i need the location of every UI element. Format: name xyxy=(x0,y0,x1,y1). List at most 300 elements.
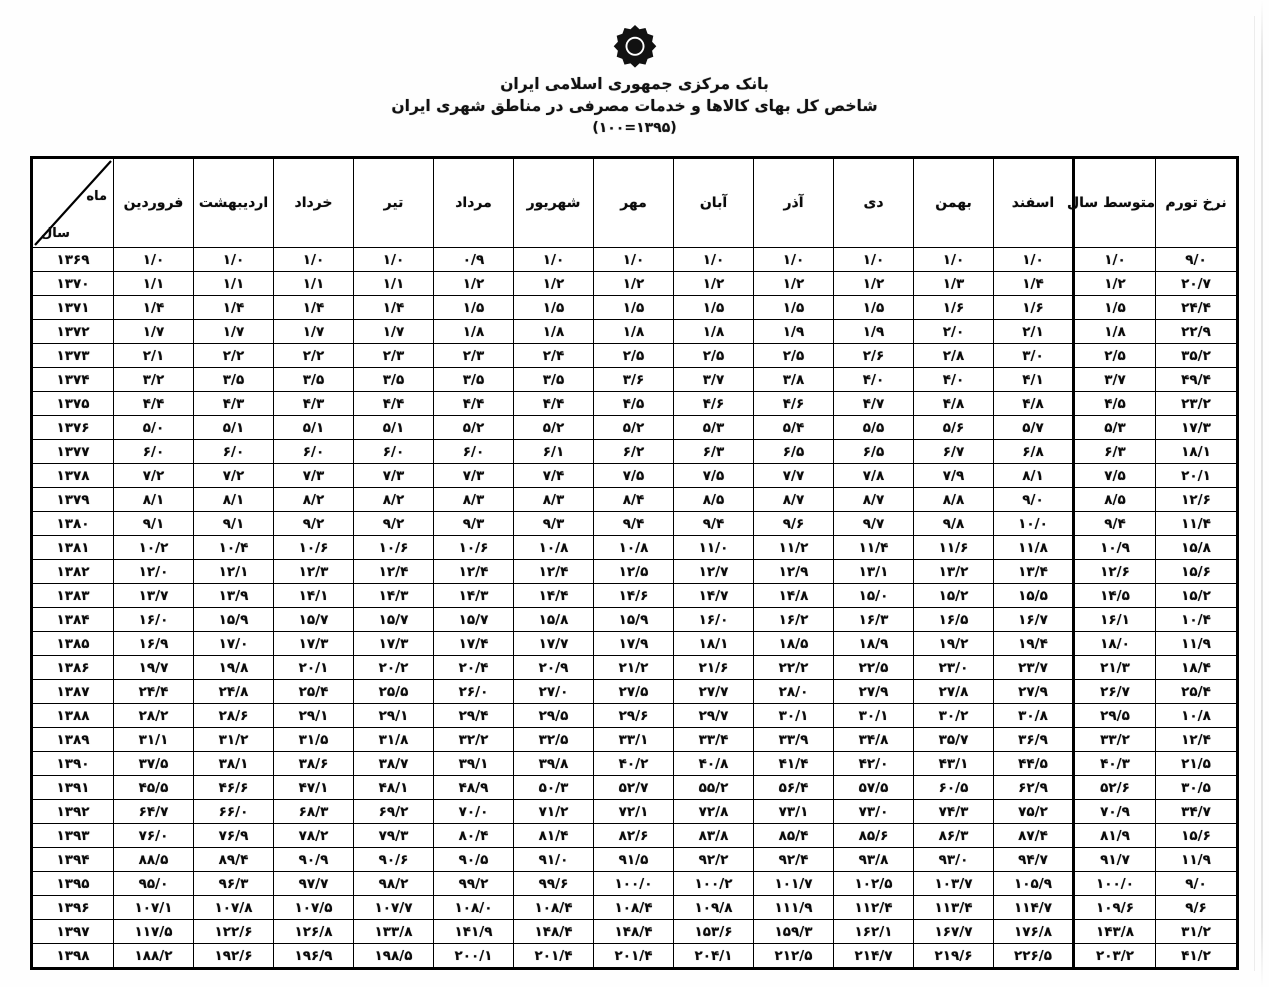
table-row xyxy=(32,440,1238,464)
index-cell: ۳۱/۵ xyxy=(274,728,354,752)
index-cell: ۴/۷ xyxy=(834,392,914,416)
index-cell: ۲۷/۰ xyxy=(514,680,594,704)
index-cell: ۱۰۹/۸ xyxy=(674,896,754,920)
index-cell: ۴۷/۱ xyxy=(274,776,354,800)
index-cell: ۱۰۷/۵ xyxy=(274,896,354,920)
index-cell: ۱/۵ xyxy=(434,296,514,320)
column-header-12: اردیبهشت xyxy=(194,158,274,248)
index-cell: ۱۴/۱ xyxy=(274,584,354,608)
yearly-average-cell: ۸۱/۹ xyxy=(1074,824,1156,848)
yearly-average-cell: ۵/۳ xyxy=(1074,416,1156,440)
index-cell: ۱۰۱/۷ xyxy=(754,872,834,896)
table-row xyxy=(32,848,1238,872)
year-cell: ۱۳۸۷ xyxy=(32,680,114,704)
index-cell: ۹۳/۸ xyxy=(834,848,914,872)
index-cell: ۴/۳ xyxy=(274,392,354,416)
index-cell: ۷۲/۸ xyxy=(674,800,754,824)
index-cell: ۸۲/۶ xyxy=(594,824,674,848)
base-year-note: (۱۳۹۵=۱۰۰) xyxy=(592,119,677,136)
index-cell: ۲۴/۸ xyxy=(194,680,274,704)
index-cell: ۳۸/۷ xyxy=(354,752,434,776)
yearly-average-cell: ۱۲/۶ xyxy=(1074,560,1156,584)
index-cell: ۳۴/۸ xyxy=(834,728,914,752)
index-cell: ۳۱/۸ xyxy=(354,728,434,752)
index-cell: ۴/۶ xyxy=(754,392,834,416)
index-cell: ۱۰۰/۲ xyxy=(674,872,754,896)
index-cell: ۲۱/۲ xyxy=(594,656,674,680)
index-cell: ۴/۴ xyxy=(434,392,514,416)
index-cell: ۱۸۸/۲ xyxy=(114,944,194,969)
table-row xyxy=(32,704,1238,728)
year-cell: ۱۳۶۹ xyxy=(32,248,114,272)
yearly-average-cell: ۴/۵ xyxy=(1074,392,1156,416)
index-cell: ۸۱/۴ xyxy=(514,824,594,848)
year-cell: ۱۳۷۷ xyxy=(32,440,114,464)
index-cell: ۸۵/۴ xyxy=(754,824,834,848)
index-cell: ۱/۸ xyxy=(434,320,514,344)
index-cell: ۹۹/۲ xyxy=(434,872,514,896)
index-cell: ۱/۴ xyxy=(194,296,274,320)
index-cell: ۲۹/۱ xyxy=(354,704,434,728)
index-cell: ۴۰/۸ xyxy=(674,752,754,776)
index-cell: ۲۵/۵ xyxy=(354,680,434,704)
index-cell: ۲۰۰/۱ xyxy=(434,944,514,969)
index-cell: ۳۷/۵ xyxy=(114,752,194,776)
index-cell: ۱۲/۴ xyxy=(434,560,514,584)
yearly-average-cell: ۳۳/۲ xyxy=(1074,728,1156,752)
index-cell: ۴/۴ xyxy=(514,392,594,416)
year-cell: ۱۳۷۳ xyxy=(32,344,114,368)
index-cell: ۱۲/۰ xyxy=(114,560,194,584)
index-cell: ۸/۲ xyxy=(274,488,354,512)
index-cell: ۱۵/۲ xyxy=(914,584,994,608)
index-cell: ۵/۲ xyxy=(594,416,674,440)
index-cell: ۷/۵ xyxy=(594,464,674,488)
year-cell: ۱۳۸۴ xyxy=(32,608,114,632)
year-cell: ۱۳۸۵ xyxy=(32,632,114,656)
year-cell: ۱۳۷۰ xyxy=(32,272,114,296)
index-cell: ۷/۳ xyxy=(274,464,354,488)
yearly-average-cell: ۱۴/۵ xyxy=(1074,584,1156,608)
yearly-average-cell: ۵۲/۶ xyxy=(1074,776,1156,800)
index-cell: ۶/۰ xyxy=(434,440,514,464)
column-header-7: مهر xyxy=(594,158,674,248)
index-cell: ۹۳/۰ xyxy=(914,848,994,872)
index-cell: ۸/۱ xyxy=(114,488,194,512)
table-row xyxy=(32,608,1238,632)
index-cell: ۷۱/۲ xyxy=(514,800,594,824)
inflation-rate-cell: ۱۱/۴ xyxy=(1156,512,1238,536)
index-cell: ۹۰/۹ xyxy=(274,848,354,872)
index-cell: ۳۰/۸ xyxy=(994,704,1074,728)
year-cell: ۱۳۸۰ xyxy=(32,512,114,536)
index-cell: ۸۵/۶ xyxy=(834,824,914,848)
index-cell: ۷/۵ xyxy=(674,464,754,488)
index-cell: ۸/۳ xyxy=(514,488,594,512)
index-cell: ۹۷/۷ xyxy=(274,872,354,896)
index-cell: ۱۷/۳ xyxy=(274,632,354,656)
yearly-average-cell: ۱۴۳/۸ xyxy=(1074,920,1156,944)
index-cell: ۱/۰ xyxy=(754,248,834,272)
inflation-rate-cell: ۱۱/۹ xyxy=(1156,632,1238,656)
cpi-table-container xyxy=(30,156,1239,970)
index-cell: ۱۶/۰ xyxy=(674,608,754,632)
index-cell: ۷۹/۳ xyxy=(354,824,434,848)
index-cell: ۱۷/۰ xyxy=(194,632,274,656)
index-cell: ۳۸/۶ xyxy=(274,752,354,776)
year-cell: ۱۳۷۶ xyxy=(32,416,114,440)
index-cell: ۳۰/۱ xyxy=(754,704,834,728)
inflation-rate-cell: ۱۵/۸ xyxy=(1156,536,1238,560)
index-cell: ۳/۶ xyxy=(594,368,674,392)
index-cell: ۹۰/۵ xyxy=(434,848,514,872)
index-cell: ۱۶/۷ xyxy=(994,608,1074,632)
index-cell: ۷۶/۹ xyxy=(194,824,274,848)
index-cell: ۴۰/۲ xyxy=(594,752,674,776)
index-cell: ۲۲/۵ xyxy=(834,656,914,680)
index-cell: ۴۳/۱ xyxy=(914,752,994,776)
table-header-row xyxy=(32,158,1238,248)
year-cell: ۱۳۹۸ xyxy=(32,944,114,969)
index-cell: ۳۸/۱ xyxy=(194,752,274,776)
index-cell: ۷/۲ xyxy=(194,464,274,488)
index-cell: ۴/۰ xyxy=(914,368,994,392)
index-cell: ۱/۰ xyxy=(194,248,274,272)
table-row xyxy=(32,872,1238,896)
index-cell: ۲/۳ xyxy=(354,344,434,368)
scan-page-edge-inner xyxy=(1254,16,1255,971)
index-cell: ۱۰۸/۴ xyxy=(514,896,594,920)
index-cell: ۶۴/۷ xyxy=(114,800,194,824)
index-cell: ۲۸/۰ xyxy=(754,680,834,704)
index-cell: ۱۰۵/۹ xyxy=(994,872,1074,896)
yearly-average-cell: ۱۰/۹ xyxy=(1074,536,1156,560)
yearly-average-cell: ۱/۵ xyxy=(1074,296,1156,320)
index-cell: ۱۷/۷ xyxy=(514,632,594,656)
index-cell: ۳/۵ xyxy=(354,368,434,392)
index-cell: ۷۵/۲ xyxy=(994,800,1074,824)
index-cell: ۱۸/۵ xyxy=(754,632,834,656)
index-cell: ۱۶/۵ xyxy=(914,608,994,632)
index-cell: ۱۹۲/۶ xyxy=(194,944,274,969)
index-cell: ۹/۱ xyxy=(194,512,274,536)
corner-label-month: ماه xyxy=(86,189,107,204)
cpi-table-head xyxy=(32,158,1238,248)
index-cell: ۲/۵ xyxy=(754,344,834,368)
index-cell: ۱/۵ xyxy=(834,296,914,320)
index-cell: ۱/۸ xyxy=(674,320,754,344)
table-row xyxy=(32,296,1238,320)
index-cell: ۱۶/۹ xyxy=(114,632,194,656)
index-cell: ۲۹/۴ xyxy=(434,704,514,728)
index-cell: ۷۳/۱ xyxy=(754,800,834,824)
index-cell: ۲/۰ xyxy=(914,320,994,344)
index-cell: ۲۸/۶ xyxy=(194,704,274,728)
inflation-rate-cell: ۳۱/۲ xyxy=(1156,920,1238,944)
index-cell: ۲۰۱/۴ xyxy=(514,944,594,969)
index-cell: ۱۰/۶ xyxy=(354,536,434,560)
index-cell: ۴/۴ xyxy=(354,392,434,416)
inflation-rate-cell: ۱۷/۳ xyxy=(1156,416,1238,440)
index-cell: ۶/۲ xyxy=(594,440,674,464)
index-cell: ۱۱۱/۹ xyxy=(754,896,834,920)
index-cell: ۱۵/۷ xyxy=(274,608,354,632)
index-cell: ۲۰/۴ xyxy=(434,656,514,680)
index-cell: ۱۷/۹ xyxy=(594,632,674,656)
index-cell: ۱۴/۶ xyxy=(594,584,674,608)
index-cell: ۷۸/۲ xyxy=(274,824,354,848)
index-cell: ۱/۷ xyxy=(194,320,274,344)
index-cell: ۱۴۱/۹ xyxy=(434,920,514,944)
inflation-rate-cell: ۲۰/۱ xyxy=(1156,464,1238,488)
index-cell: ۳۰/۱ xyxy=(834,704,914,728)
index-cell: ۱/۲ xyxy=(834,272,914,296)
index-cell: ۱۱۴/۷ xyxy=(994,896,1074,920)
table-row xyxy=(32,800,1238,824)
index-cell: ۲۰۴/۱ xyxy=(674,944,754,969)
index-cell: ۴/۴ xyxy=(114,392,194,416)
inflation-rate-cell: ۱۸/۱ xyxy=(1156,440,1238,464)
index-cell: ۱۰/۴ xyxy=(194,536,274,560)
inflation-rate-cell: ۲۴/۴ xyxy=(1156,296,1238,320)
index-cell: ۶۲/۹ xyxy=(994,776,1074,800)
index-cell: ۹۱/۰ xyxy=(514,848,594,872)
index-cell: ۱/۵ xyxy=(594,296,674,320)
index-cell: ۲۲/۲ xyxy=(754,656,834,680)
bank-name: بانک مرکزی جمهوری اسلامی ایران xyxy=(500,75,769,93)
year-cell: ۱۳۸۹ xyxy=(32,728,114,752)
inflation-rate-cell: ۴۱/۲ xyxy=(1156,944,1238,969)
index-cell: ۱/۱ xyxy=(194,272,274,296)
index-cell: ۶۹/۲ xyxy=(354,800,434,824)
index-cell: ۵/۲ xyxy=(434,416,514,440)
corner-label-year: سال xyxy=(41,226,70,241)
index-cell: ۷/۳ xyxy=(434,464,514,488)
inflation-rate-cell: ۳۵/۲ xyxy=(1156,344,1238,368)
index-cell: ۲۷/۸ xyxy=(914,680,994,704)
index-cell: ۷۶/۰ xyxy=(114,824,194,848)
column-header-10: تیر xyxy=(354,158,434,248)
index-cell: ۱/۰ xyxy=(994,248,1074,272)
yearly-average-cell: ۱۶/۱ xyxy=(1074,608,1156,632)
index-cell: ۲۹/۶ xyxy=(594,704,674,728)
index-cell: ۹/۲ xyxy=(354,512,434,536)
column-header-2: اسفند xyxy=(994,158,1074,248)
inflation-rate-cell: ۲۰/۷ xyxy=(1156,272,1238,296)
index-cell: ۸۷/۴ xyxy=(994,824,1074,848)
index-cell: ۸/۲ xyxy=(354,488,434,512)
yearly-average-cell: ۲۹/۵ xyxy=(1074,704,1156,728)
index-cell: ۵/۴ xyxy=(754,416,834,440)
index-cell: ۳۲/۲ xyxy=(434,728,514,752)
index-cell: ۱/۹ xyxy=(834,320,914,344)
index-cell: ۱۳/۴ xyxy=(994,560,1074,584)
index-cell: ۲۱۹/۶ xyxy=(914,944,994,969)
table-row xyxy=(32,728,1238,752)
index-cell: ۱۲/۴ xyxy=(354,560,434,584)
index-cell: ۶/۳ xyxy=(674,440,754,464)
inflation-rate-cell: ۱۱/۹ xyxy=(1156,848,1238,872)
index-cell: ۱۲/۱ xyxy=(194,560,274,584)
index-cell: ۱/۵ xyxy=(674,296,754,320)
index-cell: ۸/۴ xyxy=(594,488,674,512)
index-cell: ۶/۰ xyxy=(194,440,274,464)
index-cell: ۱/۷ xyxy=(114,320,194,344)
index-cell: ۸/۷ xyxy=(834,488,914,512)
index-cell: ۴۵/۵ xyxy=(114,776,194,800)
index-cell: ۹/۳ xyxy=(514,512,594,536)
index-cell: ۱۵/۷ xyxy=(434,608,514,632)
index-cell: ۹۰/۶ xyxy=(354,848,434,872)
index-cell: ۱۵/۹ xyxy=(194,608,274,632)
index-cell: ۱۶/۲ xyxy=(754,608,834,632)
index-cell: ۴/۳ xyxy=(194,392,274,416)
index-cell: ۲۰/۲ xyxy=(354,656,434,680)
index-cell: ۱/۰ xyxy=(274,248,354,272)
index-cell: ۱۱۷/۵ xyxy=(114,920,194,944)
index-cell: ۴/۰ xyxy=(834,368,914,392)
index-cell: ۱/۰ xyxy=(114,248,194,272)
index-cell: ۱۰۲/۵ xyxy=(834,872,914,896)
index-cell: ۳۲/۵ xyxy=(514,728,594,752)
index-cell: ۲۷/۹ xyxy=(834,680,914,704)
index-cell: ۲۵/۴ xyxy=(274,680,354,704)
table-title: شاخص کل بهای کالاها و خدمات مصرفی در مناطق شهری ایران xyxy=(391,97,878,116)
index-cell: ۵/۳ xyxy=(674,416,754,440)
index-cell: ۱۷/۳ xyxy=(354,632,434,656)
table-row xyxy=(32,464,1238,488)
column-header-3: بهمن xyxy=(914,158,994,248)
index-cell: ۸۸/۵ xyxy=(114,848,194,872)
index-cell: ۵/۱ xyxy=(274,416,354,440)
index-cell: ۸/۵ xyxy=(674,488,754,512)
table-row xyxy=(32,416,1238,440)
index-cell: ۹۵/۰ xyxy=(114,872,194,896)
column-header-0: نرخ تورم xyxy=(1156,158,1238,248)
table-row xyxy=(32,344,1238,368)
index-cell: ۹۲/۴ xyxy=(754,848,834,872)
yearly-average-cell: ۱/۲ xyxy=(1074,272,1156,296)
table-row xyxy=(32,776,1238,800)
index-cell: ۱۹/۲ xyxy=(914,632,994,656)
inflation-rate-cell: ۳۴/۷ xyxy=(1156,800,1238,824)
index-cell: ۴/۶ xyxy=(674,392,754,416)
inflation-rate-cell: ۴۹/۴ xyxy=(1156,368,1238,392)
table-row xyxy=(32,392,1238,416)
index-cell: ۹۱/۵ xyxy=(594,848,674,872)
index-cell: ۱۲/۳ xyxy=(274,560,354,584)
year-cell: ۱۳۸۶ xyxy=(32,656,114,680)
index-cell: ۲۹/۵ xyxy=(514,704,594,728)
index-cell: ۹/۲ xyxy=(274,512,354,536)
index-cell: ۱/۴ xyxy=(994,272,1074,296)
index-cell: ۶/۵ xyxy=(754,440,834,464)
index-cell: ۱۷/۴ xyxy=(434,632,514,656)
index-cell: ۹/۱ xyxy=(114,512,194,536)
table-row xyxy=(32,584,1238,608)
index-cell: ۳/۵ xyxy=(434,368,514,392)
table-row xyxy=(32,944,1238,969)
index-cell: ۱۰۸/۰ xyxy=(434,896,514,920)
table-row xyxy=(32,272,1238,296)
index-cell: ۶/۸ xyxy=(994,440,1074,464)
yearly-average-cell: ۹۱/۷ xyxy=(1074,848,1156,872)
index-cell: ۵/۵ xyxy=(834,416,914,440)
index-cell: ۱۰/۸ xyxy=(594,536,674,560)
index-cell: ۱/۰ xyxy=(674,248,754,272)
index-cell: ۳۱/۲ xyxy=(194,728,274,752)
index-cell: ۳/۵ xyxy=(514,368,594,392)
index-cell: ۷/۷ xyxy=(754,464,834,488)
index-cell: ۱۰/۶ xyxy=(274,536,354,560)
index-cell: ۳۳/۴ xyxy=(674,728,754,752)
index-cell: ۱/۰ xyxy=(354,248,434,272)
inflation-rate-cell: ۱۵/۲ xyxy=(1156,584,1238,608)
index-cell: ۲/۴ xyxy=(514,344,594,368)
yearly-average-cell: ۲۰۳/۲ xyxy=(1074,944,1156,969)
index-cell: ۲۰۱/۴ xyxy=(594,944,674,969)
index-cell: ۲۱۲/۵ xyxy=(754,944,834,969)
index-cell: ۱۵۳/۶ xyxy=(674,920,754,944)
index-cell: ۶/۷ xyxy=(914,440,994,464)
index-cell: ۱۰۳/۷ xyxy=(914,872,994,896)
index-cell: ۴۸/۹ xyxy=(434,776,514,800)
index-cell: ۱۶/۳ xyxy=(834,608,914,632)
cbi-emblem-icon xyxy=(612,24,658,70)
index-cell: ۱۴۸/۴ xyxy=(594,920,674,944)
index-cell: ۱۶۲/۱ xyxy=(834,920,914,944)
index-cell: ۱/۵ xyxy=(514,296,594,320)
index-cell: ۱۸/۹ xyxy=(834,632,914,656)
table-row xyxy=(32,512,1238,536)
index-cell: ۱/۲ xyxy=(594,272,674,296)
index-cell: ۲۳/۰ xyxy=(914,656,994,680)
index-cell: ۷/۹ xyxy=(914,464,994,488)
index-cell: ۱/۲ xyxy=(754,272,834,296)
index-cell: ۳/۲ xyxy=(114,368,194,392)
corner-header-month-year xyxy=(32,158,114,248)
index-cell: ۵۰/۳ xyxy=(514,776,594,800)
year-cell: ۱۳۷۹ xyxy=(32,488,114,512)
index-cell: ۵/۶ xyxy=(914,416,994,440)
index-cell: ۶/۰ xyxy=(354,440,434,464)
index-cell: ۱/۴ xyxy=(354,296,434,320)
year-cell: ۱۳۷۵ xyxy=(32,392,114,416)
yearly-average-cell: ۲۱/۳ xyxy=(1074,656,1156,680)
column-header-11: خرداد xyxy=(274,158,354,248)
index-cell: ۱۸/۱ xyxy=(674,632,754,656)
inflation-rate-cell: ۱۸/۴ xyxy=(1156,656,1238,680)
yearly-average-cell: ۲۶/۷ xyxy=(1074,680,1156,704)
index-cell: ۱/۶ xyxy=(994,296,1074,320)
index-cell: ۳/۸ xyxy=(754,368,834,392)
index-cell: ۲/۱ xyxy=(114,344,194,368)
index-cell: ۲۸/۲ xyxy=(114,704,194,728)
index-cell: ۳۹/۱ xyxy=(434,752,514,776)
table-row xyxy=(32,632,1238,656)
yearly-average-cell: ۳/۷ xyxy=(1074,368,1156,392)
index-cell: ۱۰۸/۴ xyxy=(594,896,674,920)
index-cell: ۶۰/۵ xyxy=(914,776,994,800)
index-cell: ۵/۲ xyxy=(514,416,594,440)
year-cell: ۱۳۷۲ xyxy=(32,320,114,344)
index-cell: ۳۰/۲ xyxy=(914,704,994,728)
index-cell: ۷/۸ xyxy=(834,464,914,488)
index-cell: ۵/۱ xyxy=(194,416,274,440)
index-cell: ۱/۰ xyxy=(594,248,674,272)
index-cell: ۹/۰ xyxy=(994,488,1074,512)
table-row xyxy=(32,320,1238,344)
